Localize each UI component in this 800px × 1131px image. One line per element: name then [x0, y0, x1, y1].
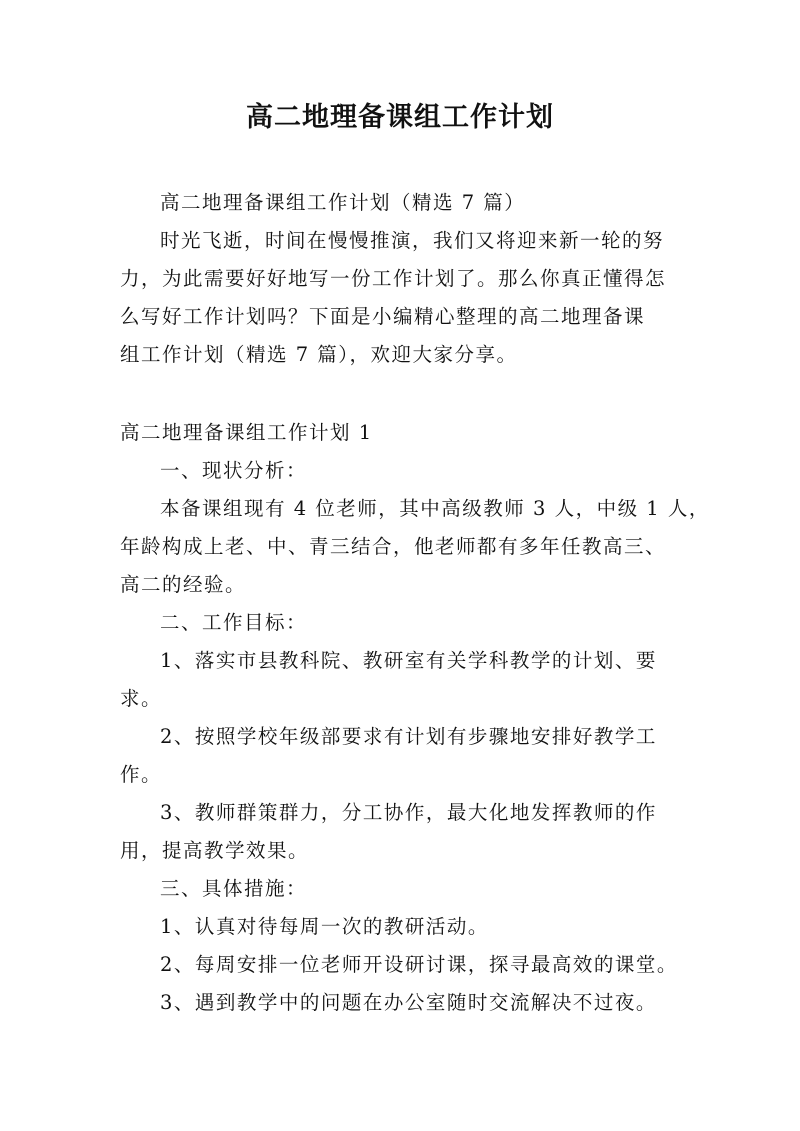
paragraph-line: 高二的经验。 — [120, 573, 247, 596]
subsection-heading: 三、具体措施： — [160, 877, 308, 900]
intro-paragraph-line: 力，为此需要好好地写一份工作计划了。那么你真正懂得怎 — [120, 267, 667, 290]
subsection-heading: 一、现状分析： — [160, 459, 308, 482]
list-item-line: 1、落实市县教科院、教研室有关学科教学的计划、要 — [160, 649, 657, 672]
intro-paragraph-line: 组工作计划（精选 7 篇），欢迎大家分享。 — [120, 343, 518, 366]
list-item-line: 作。 — [120, 763, 163, 786]
intro-subtitle: 高二地理备课组工作计划（精选 7 篇） — [160, 191, 526, 214]
list-item-line: 用，提高教学效果。 — [120, 839, 310, 862]
list-item-line: 3、遇到教学中的问题在办公室随时交流解决不过夜。 — [160, 991, 657, 1014]
paragraph-line: 本备课组现有 4 位老师，其中高级教师 3 人，中级 1 人， — [160, 497, 710, 520]
section-heading: 高二地理备课组工作计划 1 — [120, 421, 373, 444]
list-item-line: 2、每周安排一位老师开设研讨课，探寻最高效的课堂。 — [160, 953, 678, 976]
list-item-line: 1、认真对待每周一次的教研活动。 — [160, 915, 489, 938]
paragraph-line: 年龄构成上老、中、青三结合，他老师都有多年任教高三、 — [120, 535, 667, 558]
list-item-line: 求。 — [120, 687, 163, 710]
intro-paragraph-line: 时光飞逝，时间在慢慢推演，我们又将迎来新一轮的努 — [160, 229, 665, 252]
page-title: 高二地理备课组工作计划 — [246, 102, 554, 133]
list-item-line: 2、按照学校年级部要求有计划有步骤地安排好教学工 — [160, 725, 657, 748]
list-item-line: 3、教师群策群力，分工协作，最大化地发挥教师的作 — [160, 801, 657, 824]
subsection-heading: 二、工作目标： — [160, 611, 308, 634]
intro-paragraph-line: 么写好工作计划吗？下面是小编精心整理的高二地理备课 — [120, 305, 646, 328]
